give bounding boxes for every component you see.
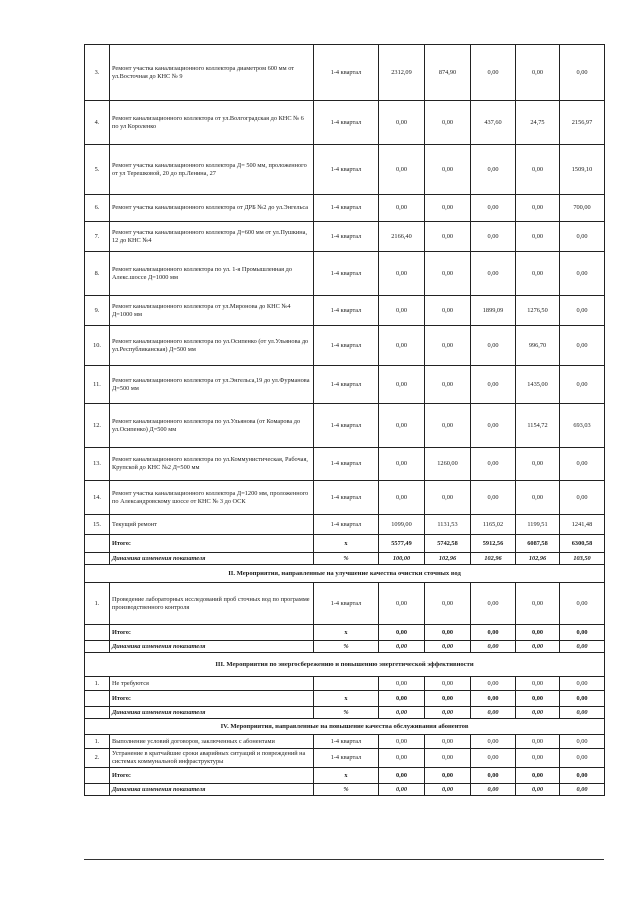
year-value: 0,00 xyxy=(560,252,605,296)
year-value: 0,00 xyxy=(471,252,516,296)
year-value: 0,00 xyxy=(379,326,425,366)
year-value: 0,00 xyxy=(516,583,560,625)
total-label: Итого: xyxy=(110,535,314,553)
execution-period: 1-4 квартал xyxy=(314,326,379,366)
dynamics-row xyxy=(85,553,605,565)
unit: x xyxy=(314,535,379,553)
year-value: 0,00 xyxy=(471,749,516,768)
year-value: 102,96 xyxy=(425,553,471,565)
year-value: 0,00 xyxy=(379,677,425,691)
year-value: 0,00 xyxy=(471,326,516,366)
dynamics-label: Динамика изменения показателя xyxy=(110,784,314,796)
total-label: Итого: xyxy=(110,768,314,784)
year-value: 874,90 xyxy=(425,45,471,101)
year-value: 693,03 xyxy=(560,404,605,448)
year-value: 0,00 xyxy=(560,749,605,768)
year-value: 0,00 xyxy=(379,707,425,719)
year-value: 0,00 xyxy=(379,145,425,195)
year-value: 0,00 xyxy=(425,625,471,641)
measure-description: Ремонт канализационного коллектора от ул.Энгельса,19 до ул.Фурманова Д=500 мм xyxy=(110,366,314,404)
measure-description: Не требуются xyxy=(110,677,314,691)
year-value: 0,00 xyxy=(560,326,605,366)
measure-description: Проведение лабораторных исследований проб сточных вод по программе производственного контроля xyxy=(110,583,314,625)
year-value: 0,00 xyxy=(471,366,516,404)
year-value: 0,00 xyxy=(471,707,516,719)
year-value: 0,00 xyxy=(560,768,605,784)
year-value: 0,00 xyxy=(379,641,425,653)
unit: % xyxy=(314,553,379,565)
year-value: 437,60 xyxy=(471,101,516,145)
year-value: 0,00 xyxy=(425,691,471,707)
measure-description: Ремонт канализационного коллектора от ул.Волгоградская до КНС № 6 по ул Короленко xyxy=(110,101,314,145)
year-value: 0,00 xyxy=(471,195,516,222)
empty-cell xyxy=(85,641,110,653)
execution-period: 1-4 квартал xyxy=(314,404,379,448)
year-value: 5912,56 xyxy=(471,535,516,553)
year-value: 5577,49 xyxy=(379,535,425,553)
year-value: 2312,09 xyxy=(379,45,425,101)
measure-description: Ремонт канализационного коллектора по ул. 1-я Промышленная до Алекс.шоссе Д=1000 мм xyxy=(110,252,314,296)
year-value: 0,00 xyxy=(560,691,605,707)
year-value: 0,00 xyxy=(425,481,471,515)
year-value: 0,00 xyxy=(516,45,560,101)
year-value: 0,00 xyxy=(425,768,471,784)
year-value: 24,75 xyxy=(516,101,560,145)
year-value: 0,00 xyxy=(560,296,605,326)
year-value: 0,00 xyxy=(471,735,516,749)
year-value: 0,00 xyxy=(379,195,425,222)
unit: x xyxy=(314,768,379,784)
year-value: 0,00 xyxy=(379,691,425,707)
year-value: 0,00 xyxy=(471,677,516,691)
year-value: 0,00 xyxy=(379,784,425,796)
section-title: IV. Мероприятия, направленные на повышение качества обслуживания абонентов xyxy=(85,719,605,735)
section-heading-row xyxy=(85,653,605,677)
measure-description: Ремонт участка канализационного коллектора Д=1200 мм, проложенного по Александровскому шоссе от КНС № 3 до ОСК xyxy=(110,481,314,515)
year-value: 0,00 xyxy=(560,583,605,625)
year-value: 0,00 xyxy=(560,784,605,796)
year-value: 0,00 xyxy=(471,448,516,481)
year-value: 0,00 xyxy=(516,625,560,641)
year-value: 0,00 xyxy=(425,707,471,719)
unit: x xyxy=(314,691,379,707)
measure-description: Ремонт канализационного коллектора от ул.Миронова до КНС №4 Д=1000 мм xyxy=(110,296,314,326)
table-row xyxy=(85,222,605,252)
year-value: 0,00 xyxy=(379,101,425,145)
execution-period xyxy=(314,677,379,691)
year-value: 0,00 xyxy=(379,366,425,404)
total-row xyxy=(85,691,605,707)
total-row xyxy=(85,625,605,641)
year-value: 1509,10 xyxy=(560,145,605,195)
year-value: 0,00 xyxy=(516,735,560,749)
year-value: 0,00 xyxy=(560,481,605,515)
page-bottom-rule xyxy=(84,859,604,860)
table-row xyxy=(85,101,605,145)
year-value: 0,00 xyxy=(425,784,471,796)
dynamics-label: Динамика изменения показателя xyxy=(110,641,314,653)
dynamics-label: Динамика изменения показателя xyxy=(110,707,314,719)
year-value: 0,00 xyxy=(379,768,425,784)
year-value: 0,00 xyxy=(471,222,516,252)
year-value: 0,00 xyxy=(379,583,425,625)
year-value: 102,96 xyxy=(516,553,560,565)
year-value: 0,00 xyxy=(560,677,605,691)
year-value: 0,00 xyxy=(516,784,560,796)
execution-period: 1-4 квартал xyxy=(314,735,379,749)
year-value: 0,00 xyxy=(516,481,560,515)
year-value: 0,00 xyxy=(379,735,425,749)
year-value: 0,00 xyxy=(516,691,560,707)
year-value: 0,00 xyxy=(516,448,560,481)
year-value: 2166,40 xyxy=(379,222,425,252)
table-row xyxy=(85,749,605,768)
execution-period: 1-4 квартал xyxy=(314,481,379,515)
row-number: 11. xyxy=(85,366,110,404)
row-number: 8. xyxy=(85,252,110,296)
year-value: 102,96 xyxy=(471,553,516,565)
year-value: 0,00 xyxy=(516,641,560,653)
row-number: 1. xyxy=(85,677,110,691)
year-value: 0,00 xyxy=(560,707,605,719)
dynamics-row xyxy=(85,707,605,719)
year-value: 0,00 xyxy=(471,583,516,625)
year-value: 0,00 xyxy=(516,768,560,784)
year-value: 0,00 xyxy=(560,366,605,404)
year-value: 0,00 xyxy=(560,625,605,641)
year-value: 103,50 xyxy=(560,553,605,565)
year-value: 0,00 xyxy=(425,222,471,252)
year-value: 0,00 xyxy=(379,404,425,448)
row-number: 5. xyxy=(85,145,110,195)
year-value: 996,70 xyxy=(516,326,560,366)
execution-period: 1-4 квартал xyxy=(314,45,379,101)
empty-cell xyxy=(85,691,110,707)
execution-period: 1-4 квартал xyxy=(314,749,379,768)
empty-cell xyxy=(85,625,110,641)
execution-period: 1-4 квартал xyxy=(314,366,379,404)
table-body xyxy=(85,45,605,796)
year-value: 0,00 xyxy=(425,366,471,404)
year-value: 1260,00 xyxy=(425,448,471,481)
row-number: 7. xyxy=(85,222,110,252)
year-value: 0,00 xyxy=(379,481,425,515)
execution-period: 1-4 квартал xyxy=(314,145,379,195)
execution-period: 1-4 квартал xyxy=(314,515,379,535)
execution-period: 1-4 квартал xyxy=(314,195,379,222)
measure-description: Выполнение условий договоров, заключенных с абонентами xyxy=(110,735,314,749)
row-number: 14. xyxy=(85,481,110,515)
measure-description: Устранение в кратчайшие сроки аварийных ситуаций и повреждений на системах коммунальной инфраструктуры xyxy=(110,749,314,768)
section-heading-row xyxy=(85,565,605,583)
empty-cell xyxy=(85,553,110,565)
row-number: 6. xyxy=(85,195,110,222)
year-value: 1165,02 xyxy=(471,515,516,535)
year-value: 1099,00 xyxy=(379,515,425,535)
year-value: 0,00 xyxy=(516,707,560,719)
year-value: 0,00 xyxy=(560,735,605,749)
year-value: 0,00 xyxy=(560,222,605,252)
execution-period: 1-4 квартал xyxy=(314,101,379,145)
table-row xyxy=(85,448,605,481)
table-row xyxy=(85,326,605,366)
table-row xyxy=(85,252,605,296)
year-value: 0,00 xyxy=(425,735,471,749)
year-value: 0,00 xyxy=(516,677,560,691)
table-row xyxy=(85,296,605,326)
year-value: 0,00 xyxy=(471,768,516,784)
empty-cell xyxy=(85,535,110,553)
unit: % xyxy=(314,707,379,719)
dynamics-row xyxy=(85,784,605,796)
unit: x xyxy=(314,625,379,641)
year-value: 0,00 xyxy=(516,749,560,768)
year-value: 0,00 xyxy=(471,404,516,448)
row-number: 13. xyxy=(85,448,110,481)
year-value: 100,00 xyxy=(379,553,425,565)
measure-description: Ремонт канализационного коллектора по ул.Коммунистическая, Рабочая, Крупской до КНС №2 Д=500 мм xyxy=(110,448,314,481)
year-value: 1154,72 xyxy=(516,404,560,448)
measures-table xyxy=(84,44,605,796)
year-value: 0,00 xyxy=(379,625,425,641)
year-value: 1435,00 xyxy=(516,366,560,404)
row-number: 2. xyxy=(85,749,110,768)
year-value: 0,00 xyxy=(379,448,425,481)
year-value: 0,00 xyxy=(516,222,560,252)
year-value: 0,00 xyxy=(425,677,471,691)
execution-period: 1-4 квартал xyxy=(314,222,379,252)
year-value: 0,00 xyxy=(516,252,560,296)
total-row xyxy=(85,768,605,784)
execution-period: 1-4 квартал xyxy=(314,252,379,296)
section-heading-row xyxy=(85,719,605,735)
row-number: 15. xyxy=(85,515,110,535)
measure-description: Текущий ремонт xyxy=(110,515,314,535)
row-number: 9. xyxy=(85,296,110,326)
measure-description: Ремонт участка канализационного коллектора Д= 500 мм, проложенного от ул Терешковой, 20 до пр.Ленина, 27 xyxy=(110,145,314,195)
measure-description: Ремонт участка канализационного коллектора от ДРБ №2 до ул.Энгельса xyxy=(110,195,314,222)
execution-period: 1-4 квартал xyxy=(314,296,379,326)
year-value: 0,00 xyxy=(516,195,560,222)
year-value: 0,00 xyxy=(471,784,516,796)
year-value: 5742,58 xyxy=(425,535,471,553)
year-value: 0,00 xyxy=(425,404,471,448)
year-value: 0,00 xyxy=(425,145,471,195)
row-number: 1. xyxy=(85,583,110,625)
unit: % xyxy=(314,784,379,796)
measure-description: Ремонт участка канализационного коллектора диаметром 600 мм от ул.Восточная до КНС № 9 xyxy=(110,45,314,101)
table-row xyxy=(85,735,605,749)
year-value: 0,00 xyxy=(379,252,425,296)
total-label: Итого: xyxy=(110,625,314,641)
year-value: 0,00 xyxy=(560,45,605,101)
empty-cell xyxy=(85,768,110,784)
year-value: 1899,09 xyxy=(471,296,516,326)
total-row xyxy=(85,535,605,553)
table-row xyxy=(85,583,605,625)
year-value: 1276,50 xyxy=(516,296,560,326)
unit: % xyxy=(314,641,379,653)
row-number: 12. xyxy=(85,404,110,448)
year-value: 0,00 xyxy=(560,448,605,481)
table-row xyxy=(85,195,605,222)
year-value: 0,00 xyxy=(425,583,471,625)
year-value: 0,00 xyxy=(471,691,516,707)
row-number: 3. xyxy=(85,45,110,101)
year-value: 0,00 xyxy=(425,101,471,145)
table-row xyxy=(85,366,605,404)
year-value: 0,00 xyxy=(560,641,605,653)
year-value: 0,00 xyxy=(379,296,425,326)
table-row xyxy=(85,145,605,195)
year-value: 0,00 xyxy=(425,749,471,768)
year-value: 1199,51 xyxy=(516,515,560,535)
year-value: 1241,48 xyxy=(560,515,605,535)
year-value: 0,00 xyxy=(425,296,471,326)
row-number: 1. xyxy=(85,735,110,749)
measure-description: Ремонт участка канализационного коллектора Д=600 мм от ул.Пушкина, 12 до КНС №4 xyxy=(110,222,314,252)
year-value: 6300,58 xyxy=(560,535,605,553)
table-row xyxy=(85,677,605,691)
execution-period: 1-4 квартал xyxy=(314,448,379,481)
year-value: 1131,53 xyxy=(425,515,471,535)
section-title: III. Мероприятия по энергосбережению и повышению энергетической эффективности xyxy=(85,653,605,677)
year-value: 6087,58 xyxy=(516,535,560,553)
measure-description: Ремонт канализационного коллектора по ул.Ульянова (от Комарова до ул.Осипенко) Д=500 мм xyxy=(110,404,314,448)
year-value: 0,00 xyxy=(425,195,471,222)
year-value: 0,00 xyxy=(471,145,516,195)
measure-description: Ремонт канализационного коллектора по ул.Осипенко (от ул.Ульянова до ул.Республиканская) Д=500 мм xyxy=(110,326,314,366)
year-value: 0,00 xyxy=(471,641,516,653)
table-row xyxy=(85,515,605,535)
row-number: 10. xyxy=(85,326,110,366)
year-value: 0,00 xyxy=(425,641,471,653)
year-value: 0,00 xyxy=(471,45,516,101)
total-label: Итого: xyxy=(110,691,314,707)
row-number: 4. xyxy=(85,101,110,145)
year-value: 0,00 xyxy=(425,252,471,296)
year-value: 0,00 xyxy=(516,145,560,195)
year-value: 700,00 xyxy=(560,195,605,222)
empty-cell xyxy=(85,784,110,796)
table-row xyxy=(85,45,605,101)
empty-cell xyxy=(85,707,110,719)
dynamics-row xyxy=(85,641,605,653)
year-value: 0,00 xyxy=(379,749,425,768)
section-title: II. Мероприятия, направленные на улучшение качества очистки сточных вод xyxy=(85,565,605,583)
year-value: 2156,97 xyxy=(560,101,605,145)
dynamics-label: Динамика изменения показателя xyxy=(110,553,314,565)
execution-period: 1-4 квартал xyxy=(314,583,379,625)
table-row xyxy=(85,404,605,448)
year-value: 0,00 xyxy=(471,481,516,515)
table-row xyxy=(85,481,605,515)
year-value: 0,00 xyxy=(471,625,516,641)
year-value: 0,00 xyxy=(425,326,471,366)
